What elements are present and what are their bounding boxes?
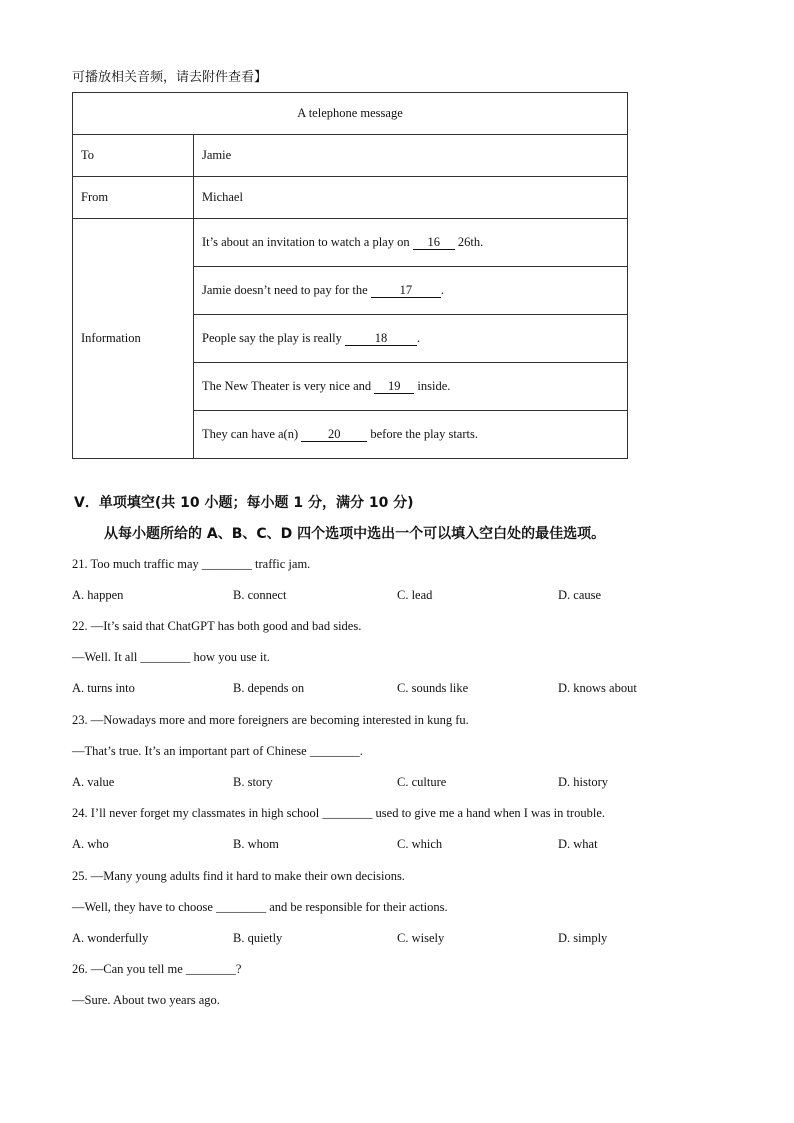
option-d[interactable]: D. knows about <box>558 681 637 695</box>
section-instruction: 从每小题所给的 A、B、C、D 四个选项中选出一个可以填入空白处的最佳选项。 <box>104 526 606 542</box>
answer-blank-16[interactable]: 16 <box>413 236 455 250</box>
info-text: It’s about an invitation to watch a play on <box>202 235 413 249</box>
answer-blank-17[interactable]: 17 <box>371 284 441 298</box>
option-a[interactable]: A. happen <box>72 588 124 602</box>
info-text: The New Theater is very nice and <box>202 379 375 393</box>
option-a[interactable]: A. value <box>72 775 115 789</box>
option-c[interactable]: C. culture <box>397 775 447 789</box>
question-25-options <box>72 931 712 947</box>
info-row-19 <box>194 363 628 411</box>
info-text: People say the play is really <box>202 331 346 345</box>
answer-blank-18[interactable]: 18 <box>345 332 417 346</box>
information-label: Information <box>73 219 194 459</box>
info-text: . <box>417 331 421 345</box>
option-a[interactable]: A. turns into <box>72 681 135 695</box>
from-value: Michael <box>194 177 628 219</box>
question-25-stem: 25. —Many young adults find it hard to make their own decisions. <box>72 869 405 883</box>
option-c[interactable]: C. wisely <box>397 931 445 945</box>
info-text: inside. <box>414 379 451 393</box>
question-26-stem: 26. —Can you tell me ________? <box>72 962 242 976</box>
section-title: V．单项填空(共 10 小题；每小题 1 分，满分 10 分) <box>74 495 414 511</box>
option-b[interactable]: B. connect <box>233 588 287 602</box>
table-title: A telephone message <box>73 93 628 135</box>
question-21-options <box>72 588 712 604</box>
option-d[interactable]: D. cause <box>558 588 602 602</box>
option-d[interactable]: D. what <box>558 837 598 851</box>
option-a[interactable]: A. wonderfully <box>72 931 149 945</box>
question-23-options <box>72 775 712 791</box>
question-23-stem: 23. —Nowadays more and more foreigners are becoming interested in kung fu. <box>72 713 469 727</box>
answer-blank-19[interactable]: 19 <box>374 380 414 394</box>
telephone-message-table <box>72 92 628 459</box>
option-a[interactable]: A. who <box>72 837 109 851</box>
question-23-reply: —That’s true. It’s an important part of Chinese ________. <box>72 744 363 758</box>
info-text: Jamie doesn’t need to pay for the <box>202 283 371 297</box>
question-21-stem: 21. Too much traffic may ________ traffic jam. <box>72 557 311 571</box>
question-22-stem: 22. —It’s said that ChatGPT has both good and bad sides. <box>72 619 362 633</box>
question-22-options <box>72 681 712 697</box>
question-24-stem: 24. I’ll never forget my classmates in high school ________ used to give me a hand when I was in trouble. <box>72 806 605 820</box>
info-text: before the play starts. <box>367 427 478 441</box>
answer-blank-20[interactable]: 20 <box>301 428 367 442</box>
option-b[interactable]: B. quietly <box>233 931 283 945</box>
question-25-reply: —Well, they have to choose ________ and be responsible for their actions. <box>72 900 448 914</box>
info-text: . <box>440 283 444 297</box>
question-22-reply: —Well. It all ________ how you use it. <box>72 650 270 664</box>
option-b[interactable]: B. whom <box>233 837 279 851</box>
top-note: 可播放相关音频，请去附件查看】 <box>72 70 268 85</box>
info-row-18 <box>194 315 628 363</box>
to-value: Jamie <box>194 135 628 177</box>
to-label: To <box>73 135 194 177</box>
info-row-16 <box>194 219 628 267</box>
option-d[interactable]: D. simply <box>558 931 608 945</box>
option-d[interactable]: D. history <box>558 775 608 789</box>
option-c[interactable]: C. sounds like <box>397 681 469 695</box>
option-c[interactable]: C. lead <box>397 588 433 602</box>
info-text: 26th. <box>454 235 484 249</box>
info-row-17 <box>194 267 628 315</box>
info-text: They can have a(n) <box>202 427 302 441</box>
question-26-reply: —Sure. About two years ago. <box>72 993 220 1007</box>
question-24-options <box>72 837 712 853</box>
option-b[interactable]: B. depends on <box>233 681 305 695</box>
option-c[interactable]: C. which <box>397 837 443 851</box>
info-row-20 <box>194 411 628 459</box>
from-label: From <box>73 177 194 219</box>
option-b[interactable]: B. story <box>233 775 273 789</box>
